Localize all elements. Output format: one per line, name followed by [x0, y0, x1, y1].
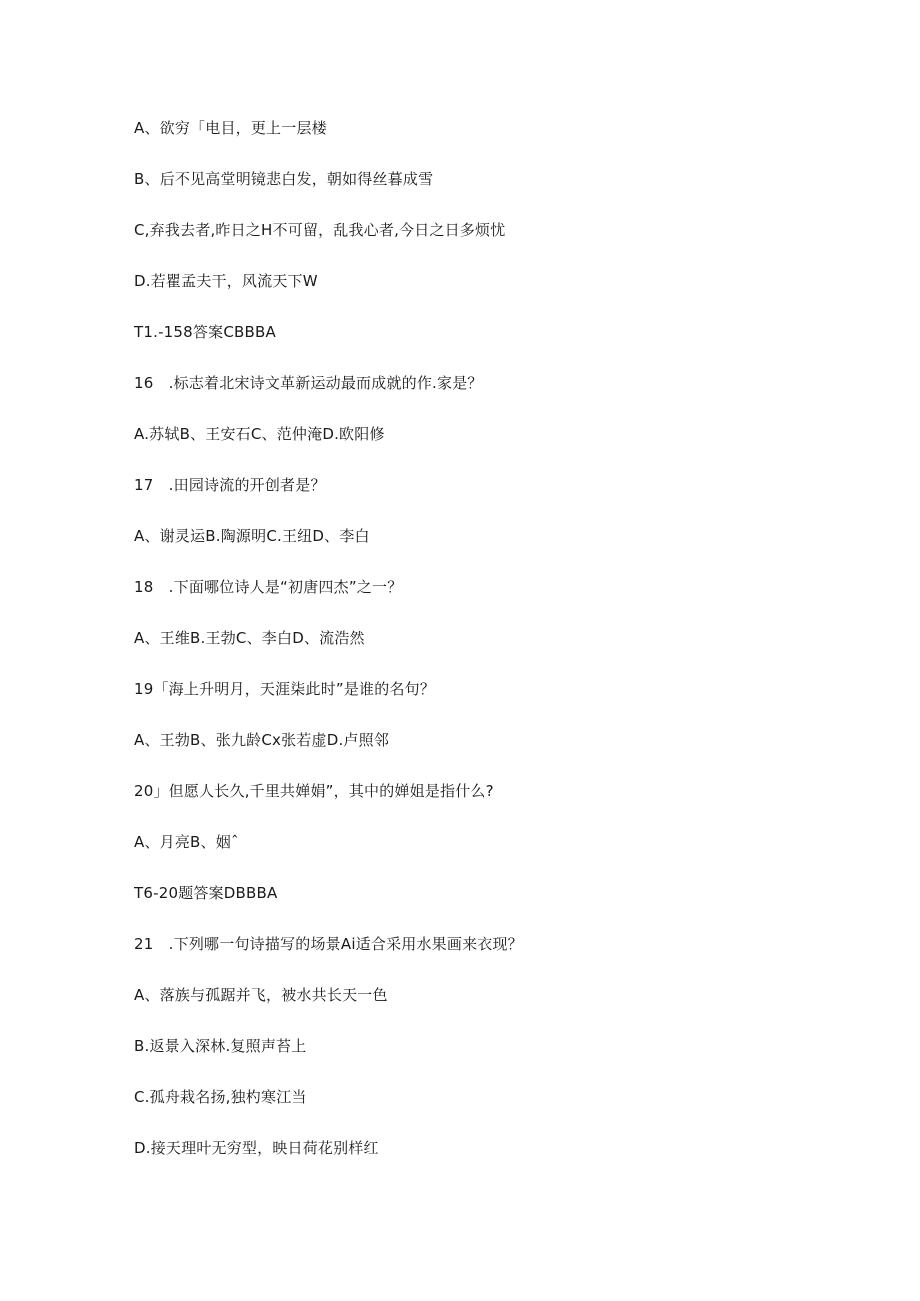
- question-19: 19「海上升明月，天涯柒此时”是谁的名句？: [134, 680, 436, 698]
- question-20: 20」但愿人长久,千里共婵娟”，其中的婵姐是指什么?: [134, 782, 494, 800]
- question-21-option-d: D.接天理叶无穷型，映日荷花别样红: [134, 1139, 379, 1157]
- option-c-line: C,弃我去者,昨日之H不可留，乱我心者,今日之日多烦忧: [134, 221, 506, 239]
- question-18-options: A、王维B.王勃C、李白D、流浩然: [134, 629, 365, 647]
- answer-key-line: T6-20题答案DBBBA: [134, 884, 278, 902]
- question-20-options: A、月亮B、姻ˆ: [134, 833, 239, 851]
- option-b-line: B、后不见高堂明镜悲白发，朝如得丝暮成雪: [134, 170, 434, 188]
- answer-key-line: T1.-158答案CBBBA: [134, 323, 276, 341]
- question-21-option-b: B.返景入深林.复照声苔上: [134, 1037, 307, 1055]
- question-17: 17 .田园诗流的开创者是？: [134, 476, 326, 494]
- question-16-options: A.苏轼B、王安石C、范仲淹D.欧阳修: [134, 425, 385, 443]
- question-18: 18 .下面哪位诗人是“初唐四杰”之一？: [134, 578, 403, 596]
- option-a-line: A、欲穷「电目，更上一层楼: [134, 119, 327, 137]
- question-21-option-a: A、落族与孤踞并飞，被水共长天一色: [134, 986, 388, 1004]
- question-16: 16 .标志着北宋诗文革新运动最而成就的作.家是？: [134, 374, 483, 392]
- question-19-options: A、王勃B、张九龄Cx张若虚D.卢照邻: [134, 731, 390, 749]
- question-21-option-c: C.孤舟栽名扬,独杓寒江当: [134, 1088, 307, 1106]
- question-17-options: A、谢灵运B.陶源明C.王纽D、李白: [134, 527, 370, 545]
- question-21: 21 .下列哪一句诗描写的场景Ai适合采用水果画来衣现？: [134, 935, 523, 953]
- option-d-line: D.若瞿孟夫干，风流天下W: [134, 272, 318, 290]
